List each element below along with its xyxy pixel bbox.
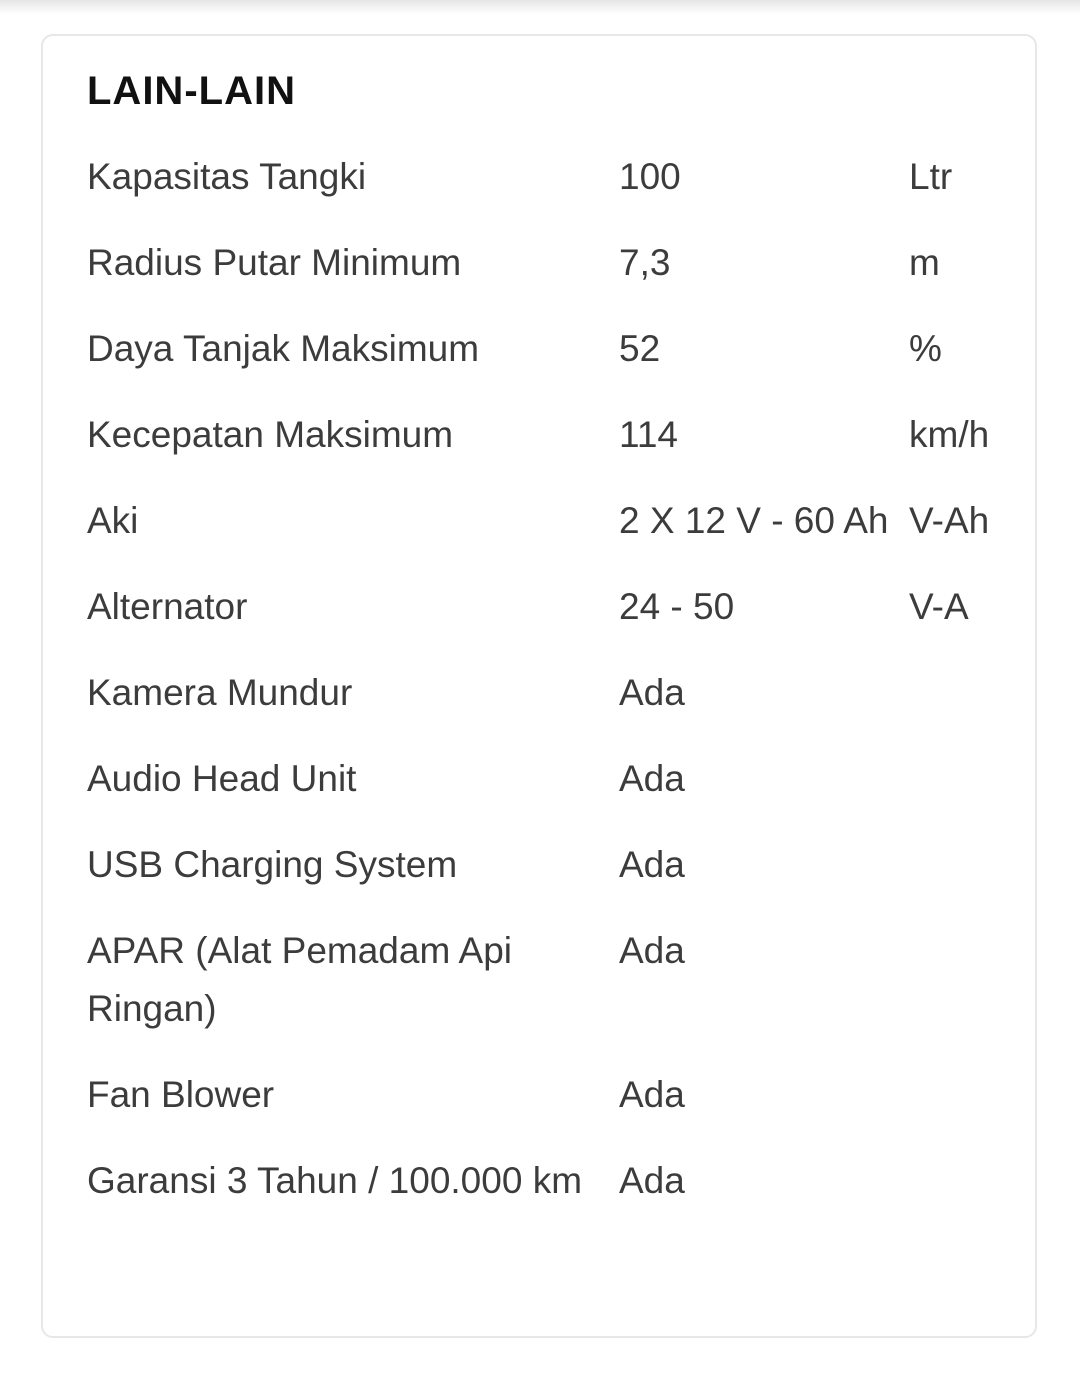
spec-value: 2 X 12 V - 60 Ah bbox=[619, 500, 889, 541]
spec-label: Garansi 3 Tahun / 100.000 km bbox=[87, 1160, 583, 1201]
table-row bbox=[87, 1148, 1017, 1234]
spec-label: Kecepatan Maksimum bbox=[87, 414, 454, 455]
spec-value: Ada bbox=[619, 930, 685, 971]
table-row bbox=[87, 230, 1017, 316]
table-row bbox=[87, 402, 1017, 488]
table-row bbox=[87, 574, 1017, 660]
spec-table bbox=[87, 144, 1017, 1234]
table-row bbox=[87, 660, 1017, 746]
spec-label: Audio Head Unit bbox=[87, 758, 357, 799]
spec-value: Ada bbox=[619, 758, 685, 799]
spec-value: Ada bbox=[619, 844, 685, 885]
spec-label: Alternator bbox=[87, 586, 248, 627]
spec-unit: V-A bbox=[909, 586, 969, 627]
spec-value: Ada bbox=[619, 1074, 685, 1115]
spec-value: 100 bbox=[619, 156, 681, 197]
spec-label: Daya Tanjak Maksimum bbox=[87, 328, 480, 369]
spec-unit: V-Ah bbox=[909, 500, 990, 541]
table-row bbox=[87, 316, 1017, 402]
spec-unit: % bbox=[909, 328, 942, 369]
table-row bbox=[87, 144, 1017, 230]
spec-label: APAR (Alat Pemadam Api Ringan) bbox=[87, 930, 512, 1029]
spec-value: 114 bbox=[619, 414, 678, 455]
spec-label: Radius Putar Minimum bbox=[87, 242, 462, 283]
spec-value: 24 - 50 bbox=[619, 586, 735, 627]
table-row bbox=[87, 918, 1017, 1062]
spec-unit: m bbox=[909, 242, 940, 283]
spec-unit: km/h bbox=[909, 414, 990, 455]
section-title: LAIN-LAIN bbox=[87, 69, 296, 113]
spec-card bbox=[41, 34, 1037, 1338]
table-row bbox=[87, 832, 1017, 918]
spec-value: Ada bbox=[619, 672, 685, 713]
spec-label: USB Charging System bbox=[87, 844, 458, 885]
spec-label: Kapasitas Tangki bbox=[87, 156, 367, 197]
spec-unit: Ltr bbox=[909, 156, 953, 197]
table-row bbox=[87, 746, 1017, 832]
table-row bbox=[87, 488, 1017, 574]
spec-label: Fan Blower bbox=[87, 1074, 275, 1115]
table-row bbox=[87, 1062, 1017, 1148]
spec-value: 7,3 bbox=[619, 242, 671, 283]
spec-value: 52 bbox=[619, 328, 661, 369]
header-shadow bbox=[0, 0, 1080, 14]
spec-label: Aki bbox=[87, 500, 139, 541]
spec-label: Kamera Mundur bbox=[87, 672, 353, 713]
spec-value: Ada bbox=[619, 1160, 685, 1201]
